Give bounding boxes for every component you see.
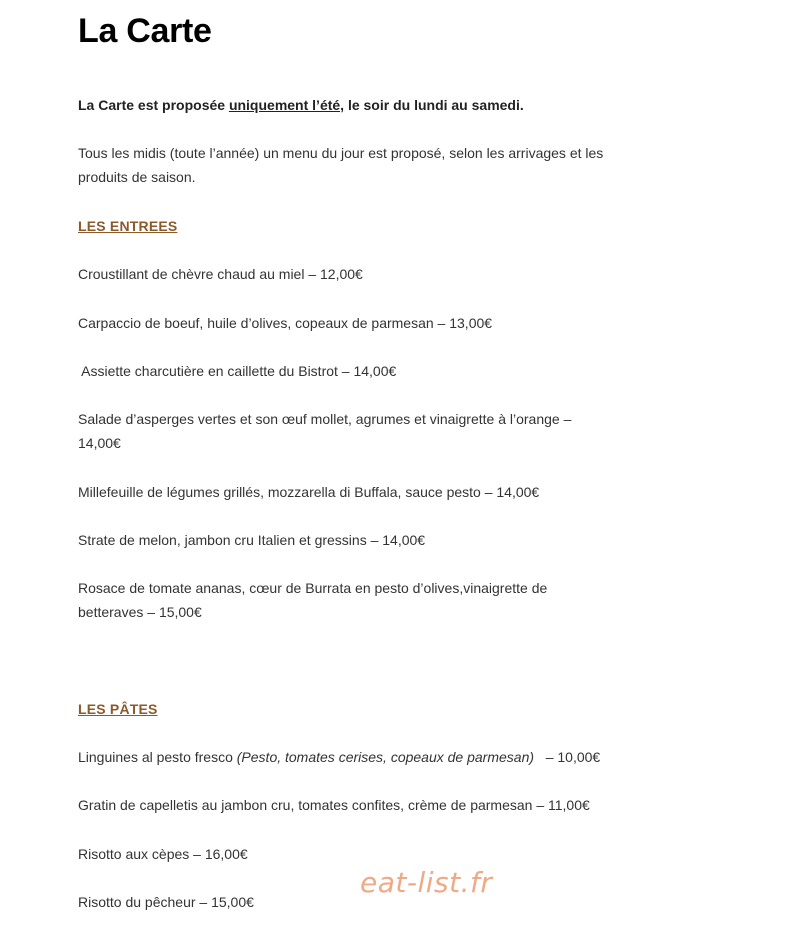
menu-item: Risotto aux cèpes – 16,00€: [78, 846, 248, 862]
menu-item: Carpaccio de boeuf, huile d’olives, copeaux de parmesan – 13,00€: [78, 315, 493, 331]
menu-item: Rosace de tomate ananas, cœur de Burrata en pesto d’olives,vinaigrette de betteraves – 15,00€: [78, 580, 548, 620]
menu-item: Millefeuille de légumes grillés, mozzarella di Buffala, sauce pesto – 14,00€: [78, 484, 540, 500]
menu-item: Croustillant de chèvre chaud au miel – 12,00€: [78, 266, 363, 282]
section-heading-entrees: LES ENTREES: [78, 218, 178, 234]
menu-item: [78, 745, 608, 769]
intro-underlined: uniquement l’été,: [228, 97, 345, 113]
menu-item: Risotto du pêcheur – 15,00€: [78, 894, 254, 910]
menu-item: Strate de melon, jambon cru Italien et gressins – 14,00€: [78, 532, 426, 548]
intro-before: La Carte est proposée: [78, 97, 229, 113]
page-title: La Carte: [78, 12, 212, 50]
menu-item: Salade d’asperges vertes et son œuf mollet, agrumes et vinaigrette à l’orange – 14,00€: [78, 411, 572, 451]
lunch-note: Tous les midis (toute l’année) un menu du jour est proposé, selon les arrivages et les produits de saison.: [78, 145, 604, 185]
intro-text: [78, 93, 638, 117]
item-price: – 10,00€: [534, 749, 601, 765]
item-name: Linguines al pesto fresco: [78, 749, 237, 765]
menu-item: Assiette charcutière en caillette du Bistrot – 14,00€: [78, 363, 397, 379]
intro-after: le soir du lundi au samedi.: [344, 97, 524, 113]
watermark: eat-list.fr: [360, 866, 493, 899]
section-heading-pates: LES PÂTES: [78, 701, 158, 717]
item-detail: (Pesto, tomates cerises, copeaux de parmesan): [236, 749, 535, 765]
menu-item: Gratin de capelletis au jambon cru, tomates confites, crème de parmesan – 11,00€: [78, 797, 590, 813]
